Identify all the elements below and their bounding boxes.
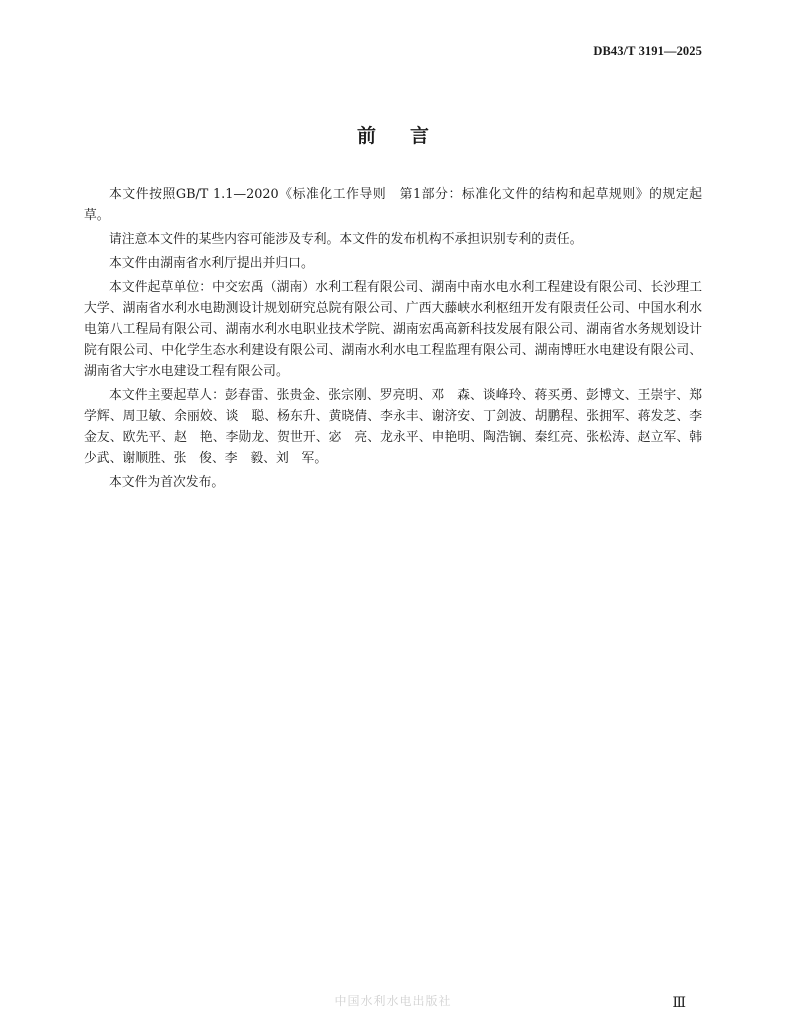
- paragraph-first-release: 本文件为首次发布。: [109, 475, 225, 490]
- paragraph-main-drafters: 本文件主要起草人：彭春雷、张贵金、张宗刚、罗亮明、邓 森、谈峰玲、蒋买勇、彭博文、王崇宇、郑学辉、周卫敏、余丽姣、谈 聪、杨东升、黄晓倩、李永丰、谢济安、丁剑波、胡鹏程、张拥军、蒋发芝、李金友、欧先平、赵 艳、李勋龙、贺世开、宓 亮、龙永平、申艳明、陶浩锎、秦红亮、张松涛、赵立军、韩少武、谢顺胜、张 俊、李 毅、刘 军。: [84, 388, 702, 466]
- paragraph-drafting-units: 本文件起草单位：中交宏禹（湖南）水利工程有限公司、湖南中南水电水利工程建设有限公司、长沙理工大学、湖南省水利水电勘测设计规划研究总院有限公司、广西大藤峡水利枢纽开发有限责任公司、中国水利水电第八工程局有限公司、湖南水利水电职业技术学院、湖南宏禹高新科技发展有限公司、湖南省水务规划设计院有限公司、中化学生态水利建设有限公司、湖南水利水电工程监理有限公司、湖南博旺水电建设有限公司、湖南省大宇水电建设工程有限公司。: [84, 280, 702, 379]
- paragraph-patent-notice: 请注意本文件的某些内容可能涉及专利。本文件的发布机构不承担识别专利的责任。: [109, 232, 583, 247]
- publisher-watermark: 中国水利水电出版社: [334, 994, 452, 1008]
- page-number: Ⅲ: [672, 996, 686, 1011]
- paragraph-drafting-rules: 本文件按照GB/T 1.1—2020《标准化工作导则 第1部分：标准化文件的结构和起草规则》的规定起草。: [84, 187, 702, 223]
- paragraph-proposer: 本文件由湖南省水利厅提出并归口。: [109, 256, 314, 271]
- document-code: DB43/T 3191—2025: [593, 44, 702, 58]
- foreword-body: [84, 184, 702, 496]
- page-title: 前言: [356, 125, 463, 147]
